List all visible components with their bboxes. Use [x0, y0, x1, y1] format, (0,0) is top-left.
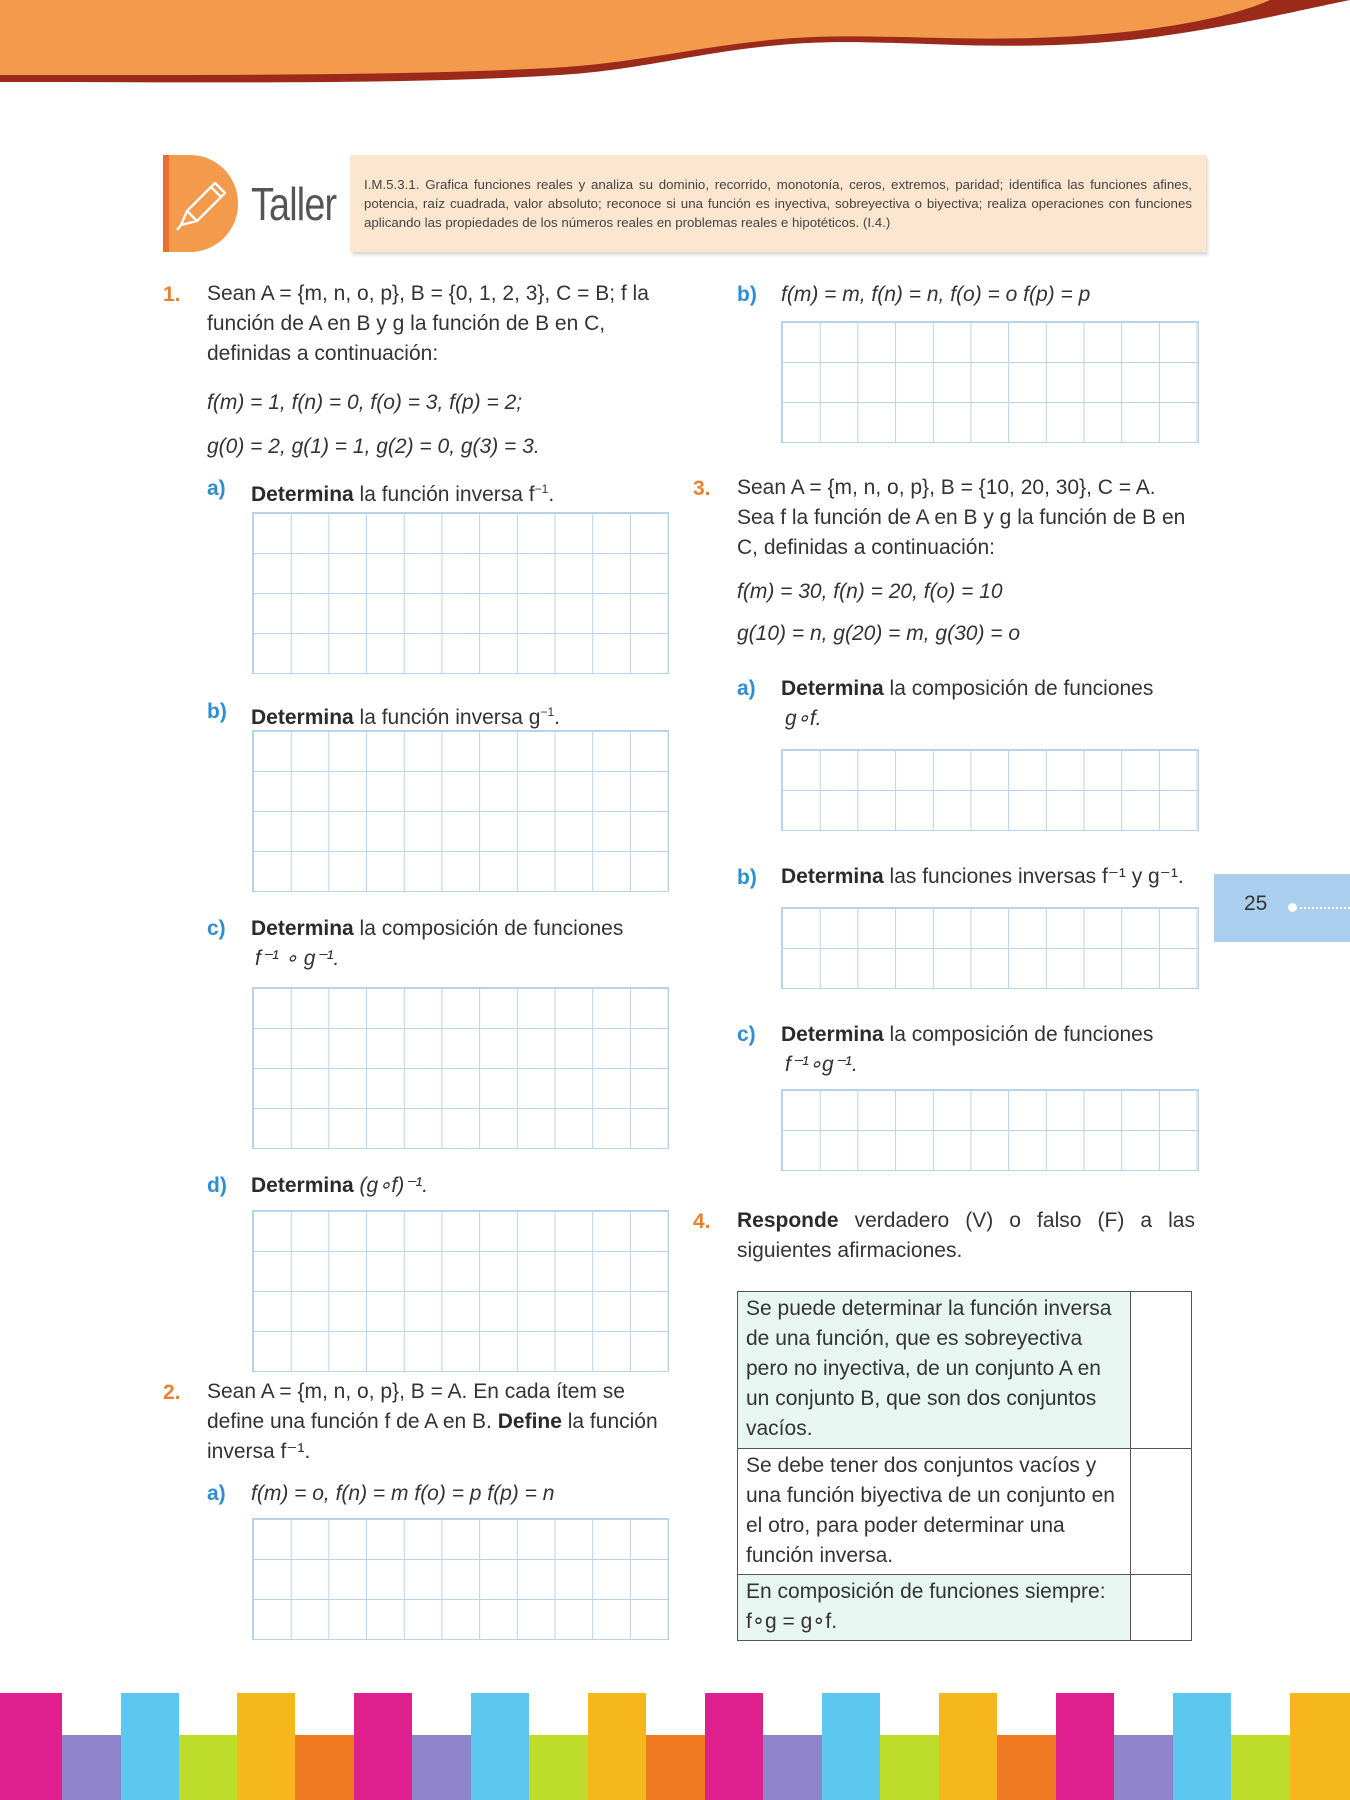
true-false-table	[737, 1291, 1192, 1641]
exercise-number: 2.	[163, 1381, 181, 1404]
answer-grid[interactable]	[781, 321, 1199, 443]
exercise-2-intro: Sean A = {m, n, o, p}, B = A. En cada ítem se define una función f de A en B. Define la función inversa f⁻¹.	[207, 1380, 658, 1463]
answer-grid[interactable]	[252, 1518, 669, 1640]
exercise-1-def-f: f(m) = 1, f(n) = 0, f(o) = 3, f(p) = 2;	[207, 391, 523, 414]
answer-grid[interactable]	[252, 512, 669, 674]
exercise-3a-formula: g∘f.	[785, 707, 822, 730]
statement-cell: Se puede determinar la función inversa de una función, que es sobreyectiva pero no inyectiva, de un conjunto A en un conjunto B, que son dos conjuntos vacíos.	[738, 1292, 1131, 1449]
top-wave-decoration	[0, 0, 1350, 100]
exercise-3-def-g: g(10) = n, g(20) = m, g(30) = o	[737, 622, 1021, 645]
exercise-2a-formula: f(m) = o, f(n) = m f(o) = p f(p) = n	[251, 1482, 555, 1505]
answer-cell[interactable]	[1131, 1449, 1192, 1575]
page-number-tab	[1214, 874, 1350, 942]
item-letter: a)	[207, 477, 226, 500]
taller-header	[163, 155, 1206, 252]
table-row	[738, 1449, 1192, 1575]
answer-grid[interactable]	[781, 907, 1199, 989]
answer-grid[interactable]	[252, 730, 669, 892]
exercise-3a-text: Determina la composición de funciones	[781, 677, 1154, 700]
pencil-icon	[173, 177, 231, 233]
answer-cell[interactable]	[1131, 1575, 1192, 1641]
item-letter: a)	[207, 1482, 226, 1505]
statement-cell: En composición de funciones siempre: f∘g = g∘f.	[738, 1575, 1131, 1641]
exercise-3c-text: Determina la composición de funciones	[781, 1023, 1154, 1046]
table-row	[738, 1575, 1192, 1641]
item-letter: c)	[207, 917, 226, 940]
exercise-number: 3.	[693, 477, 711, 500]
answer-grid[interactable]	[252, 1210, 669, 1372]
exercise-3c-formula: f⁻¹∘g⁻¹.	[785, 1053, 858, 1076]
exercise-1-def-g: g(0) = 2, g(1) = 1, g(2) = 0, g(3) = 3.	[207, 435, 540, 458]
answer-grid[interactable]	[781, 1089, 1199, 1171]
item-letter: c)	[737, 1023, 756, 1046]
exercise-4-intro: Responde verdadero (V) o falso (F) a las siguientes afirmaciones.	[737, 1209, 1195, 1262]
taller-badge	[163, 155, 351, 252]
exercise-3-def-f: f(m) = 30, f(n) = 20, f(o) = 10	[737, 580, 1003, 603]
answer-grid[interactable]	[252, 987, 669, 1149]
exercise-1-intro: Sean A = {m, n, o, p}, B = {0, 1, 2, 3}, C = B; f la función de A en B y g la función de B en C, definidas a continuación:	[207, 282, 649, 365]
exercise-number: 4.	[693, 1210, 711, 1233]
exercise-number: 1.	[163, 283, 181, 306]
exercise-2b-formula: f(m) = m, f(n) = n, f(o) = o f(p) = p	[781, 283, 1091, 306]
exercise-1c-text: Determina la composición de funciones	[251, 917, 624, 940]
item-letter: a)	[737, 677, 756, 700]
bottom-color-bars	[0, 1693, 1350, 1800]
answer-grid[interactable]	[781, 749, 1199, 831]
taller-title: Taller	[251, 178, 337, 230]
exercise-3b-text: Determina las funciones inversas f⁻¹ y g⁻¹.	[781, 865, 1184, 888]
statement-cell: Se debe tener dos conjuntos vacíos y una función biyectiva de un conjunto en el otro, para poder determinar una función inversa.	[738, 1449, 1131, 1575]
item-letter: b)	[737, 866, 757, 889]
item-letter: b)	[737, 283, 757, 306]
item-letter: d)	[207, 1174, 227, 1197]
exercise-1b-text: Determina la función inversa $g^{-1}$.	[251, 705, 561, 729]
skill-description: I.M.5.3.1. Grafica funciones reales y analiza su dominio, recorrido, monotonía, ceros, extremos, paridad; identifica las funciones afines, potencia, raíz cuadrada, valor absoluto; reconoce si una función es inyectiva, sobreyectiva o biyectiva; realiza operaciones con funciones aplicando las propiedades de los números reales en problemas reales e hipotéticos. (I.4.)	[350, 155, 1206, 252]
item-letter: b)	[207, 700, 227, 723]
exercise-1a-text: Determina la función inversa $f^{-1}$.	[251, 482, 555, 506]
exercise-1d-text: Determina (g∘f)⁻¹.	[251, 1174, 429, 1197]
answer-cell[interactable]	[1131, 1292, 1192, 1449]
exercise-3-intro: Sean A = {m, n, o, p}, B = {10, 20, 30}, C = A. Sea f la función de A en B y g la función de B en C, definidas a continuación:	[737, 476, 1186, 559]
page-number: 25	[1244, 892, 1268, 915]
table-row	[738, 1292, 1192, 1449]
exercise-1c-formula: f⁻¹ ∘ g⁻¹.	[255, 947, 340, 970]
